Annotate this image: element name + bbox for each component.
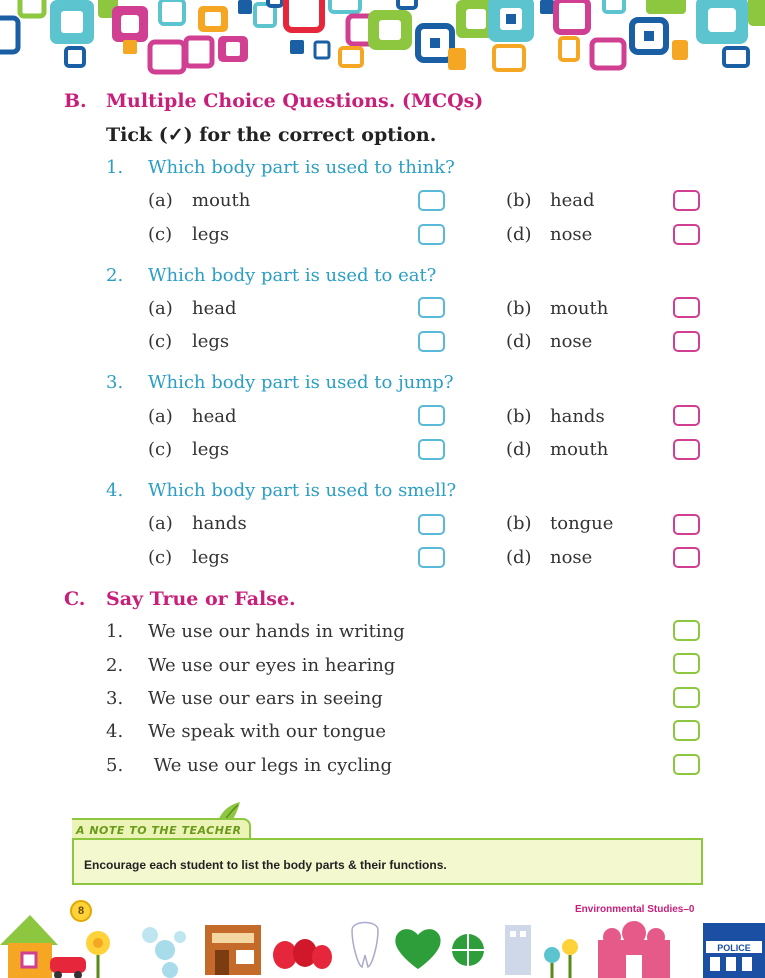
tick-box-q3-d[interactable] [673, 439, 700, 460]
option-label: (d) [506, 439, 532, 460]
answer-box-tf-3[interactable] [673, 687, 700, 708]
option-label: (c) [148, 224, 173, 245]
option-text: hands [550, 406, 605, 427]
item-text: We use our eyes in hearing [148, 655, 396, 676]
option-label: (b) [506, 190, 532, 211]
section-c-letter: C. [64, 588, 86, 610]
option-label: (b) [506, 513, 532, 534]
option-text: legs [192, 547, 230, 568]
option-d [506, 224, 592, 245]
tick-box-q1-c[interactable] [418, 224, 445, 245]
bubbles-icon [142, 927, 186, 978]
question-number: 2. [106, 265, 124, 286]
option-d [506, 439, 608, 460]
option-label: (c) [148, 439, 173, 460]
option-label: (d) [506, 224, 532, 245]
teacher-note-heading: A NOTE TO THE TEACHER [72, 818, 251, 842]
option-label: (a) [148, 190, 173, 211]
option-label: (c) [148, 331, 173, 352]
true-false-item-3 [106, 688, 383, 709]
option-label: (b) [506, 406, 532, 427]
question-text: Which body part is used to smell? [148, 480, 457, 501]
question-text: Which body part is used to jump? [148, 372, 454, 393]
book-title: Environmental Studies–0 [575, 904, 695, 915]
heart-leaf-icon [395, 929, 440, 969]
tick-box-q2-b[interactable] [673, 297, 700, 318]
option-a [148, 190, 250, 211]
option-label: (d) [506, 331, 532, 352]
option-c [148, 547, 229, 568]
question-3 [106, 372, 453, 393]
tick-box-q4-b[interactable] [673, 514, 700, 535]
tick-box-q2-a[interactable] [418, 297, 445, 318]
police-station-icon [703, 923, 765, 978]
option-c [148, 439, 229, 460]
option-text: nose [550, 224, 593, 245]
option-label: (d) [506, 547, 532, 568]
answer-box-tf-2[interactable] [673, 653, 700, 674]
true-false-item-2 [106, 655, 395, 676]
option-b [506, 298, 608, 319]
item-text: We use our ears in seeing [148, 688, 383, 709]
item-number: 1. [106, 621, 124, 642]
tick-box-q4-d[interactable] [673, 547, 700, 568]
answer-box-tf-1[interactable] [673, 620, 700, 641]
true-false-item-4 [106, 721, 386, 742]
question-text: Which body part is used to eat? [148, 265, 437, 286]
option-text: mouth [192, 190, 251, 211]
option-b [506, 513, 613, 534]
option-text: head [192, 298, 237, 319]
teacher-note-box [72, 838, 703, 885]
flowers-icon [544, 939, 578, 978]
page-number: 8 [70, 900, 92, 922]
item-text: We use our legs in cycling [148, 755, 393, 776]
option-d [506, 331, 592, 352]
tick-box-q2-d[interactable] [673, 331, 700, 352]
tick-box-q4-a[interactable] [418, 514, 445, 535]
tick-box-q1-a[interactable] [418, 190, 445, 211]
globe-icon [452, 934, 484, 966]
option-b [506, 190, 595, 211]
option-text: nose [550, 547, 593, 568]
answer-box-tf-4[interactable] [673, 720, 700, 741]
option-label: (a) [148, 298, 173, 319]
question-number: 4. [106, 480, 124, 501]
section-b-instruction: Tick (✓) for the correct option. [106, 124, 437, 146]
tick-box-q3-b[interactable] [673, 405, 700, 426]
question-number: 3. [106, 372, 124, 393]
question-1 [106, 157, 455, 178]
section-b-title: Multiple Choice Questions. (MCQs) [106, 90, 484, 112]
strawberry-icon [273, 939, 332, 969]
option-a [148, 513, 247, 534]
shop-icon [205, 925, 261, 975]
section-b-letter: B. [64, 90, 87, 112]
tick-box-q3-a[interactable] [418, 405, 445, 426]
option-b [506, 406, 605, 427]
option-c [148, 224, 229, 245]
teacher-note-text: Encourage each student to list the body parts & their functions. [84, 858, 447, 872]
option-text: mouth [550, 439, 609, 460]
section-c-title: Say True or False. [106, 588, 296, 610]
option-label: (a) [148, 406, 173, 427]
item-number: 4. [106, 721, 124, 742]
question-number: 1. [106, 157, 124, 178]
option-text: legs [192, 439, 230, 460]
item-text: We speak with our tongue [148, 721, 387, 742]
footer-illustration [0, 895, 765, 978]
answer-box-tf-5[interactable] [673, 754, 700, 775]
option-d [506, 547, 592, 568]
tick-box-q4-c[interactable] [418, 547, 445, 568]
tick-box-q2-c[interactable] [418, 331, 445, 352]
tick-box-q3-c[interactable] [418, 439, 445, 460]
police-sign-text: POLICE [717, 943, 751, 953]
flower-icon [86, 931, 110, 978]
item-number: 2. [106, 655, 124, 676]
true-false-item-5 [106, 755, 392, 776]
option-c [148, 331, 229, 352]
option-label: (b) [506, 298, 532, 319]
banner-squares [0, 0, 765, 72]
question-4 [106, 480, 456, 501]
option-a [148, 298, 237, 319]
option-text: head [192, 406, 237, 427]
option-text: mouth [550, 298, 609, 319]
item-number: 5. [106, 755, 124, 776]
tick-box-q1-d[interactable] [673, 224, 700, 245]
option-text: tongue [550, 513, 614, 534]
option-a [148, 406, 237, 427]
item-text: We use our hands in writing [148, 621, 405, 642]
house-icon [0, 915, 58, 978]
option-text: legs [192, 331, 230, 352]
item-number: 3. [106, 688, 124, 709]
question-2 [106, 265, 436, 286]
question-text: Which body part is used to think? [148, 157, 455, 178]
option-text: hands [192, 513, 247, 534]
tick-box-q1-b[interactable] [673, 190, 700, 211]
option-label: (a) [148, 513, 173, 534]
palace-icon [598, 921, 670, 978]
true-false-item-1 [106, 621, 405, 642]
section-c-heading [64, 588, 296, 610]
option-text: legs [192, 224, 230, 245]
tooth-icon [352, 923, 378, 968]
decorative-banner [0, 0, 765, 78]
option-text: nose [550, 331, 593, 352]
section-b-heading [64, 90, 483, 112]
option-text: head [550, 190, 595, 211]
car-icon [50, 957, 86, 978]
building-icon [505, 925, 531, 975]
option-label: (c) [148, 547, 173, 568]
